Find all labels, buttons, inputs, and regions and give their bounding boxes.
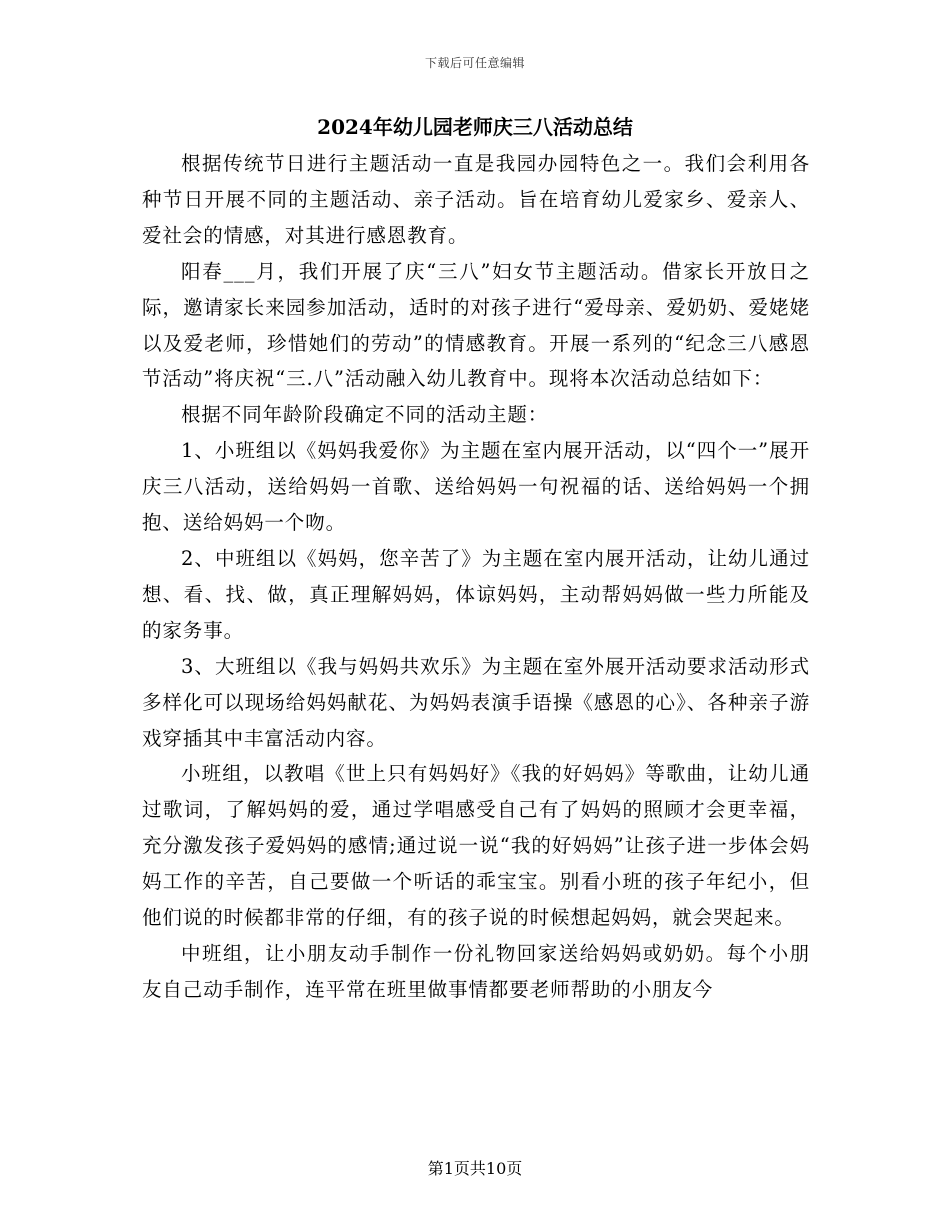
paragraph: 中班组，让小朋友动手制作一份礼物回家送给妈妈或奶奶。每个小朋友自己动手制作，连平常在班里做事情都要老师帮助的小朋友今 bbox=[142, 941, 810, 1001]
document-body bbox=[142, 146, 810, 1008]
paragraph: 小班组，以教唱《世上只有妈妈好》《我的好妈妈》等歌曲，让幼儿通过歌词，了解妈妈的爱，通过学唱感受自己有了妈妈的照顾才会更幸福，充分激发孩子爱妈妈的感情;通过说一说“我的好妈妈”让孩子进一步体会妈妈工作的辛苦，自己要做一个听话的乖宝宝。别看小班的孩子年纪小，但他们说的时候都非常的仔细，有的孩子说的时候想起妈妈，就会哭起来。 bbox=[142, 762, 810, 930]
paragraph: 1、小班组以《妈妈我爱你》为主题在室内展开活动，以“四个一”展开庆三八活动，送给妈妈一首歌、送给妈妈一句祝福的话、送给妈妈一个拥抱、送给妈妈一个吻。 bbox=[142, 439, 810, 535]
document-title: 2024年幼儿园老师庆三八活动总结 bbox=[317, 115, 633, 139]
paragraph: 根据传统节日进行主题活动一直是我园办园特色之一。我们会利用各种节日开展不同的主题活动、亲子活动。旨在培育幼儿爱家乡、爱亲人、爱社会的情感，对其进行感恩教育。 bbox=[142, 152, 810, 247]
paragraph: 3、大班组以《我与妈妈共欢乐》为主题在室外展开活动要求活动形式多样化可以现场给妈妈献花、为妈妈表演手语操《感恩的心》、各种亲子游戏穿插其中丰富活动内容。 bbox=[142, 654, 810, 750]
header-note: 下载后可任意编辑 bbox=[424, 56, 525, 70]
paragraph: 2、中班组以《妈妈，您辛苦了》为主题在室内展开活动，让幼儿通过想、看、找、做，真正理解妈妈，体谅妈妈，主动帮妈妈做一些力所能及的家务事。 bbox=[142, 546, 810, 642]
paragraph: 阳春___月，我们开展了庆“三八”妇女节主题活动。借家长开放日之际，邀请家长来园参加活动，适时的对孩子进行“爱母亲、爱奶奶、爱姥姥以及爱老师，珍惜她们的劳动”的情感教育。开展一系列的“纪念三八感恩节活动”将庆祝“三.八”活动融入幼儿教育中。现将本次活动总结如下： bbox=[142, 259, 810, 391]
page-number-footer: 第1页共10页 bbox=[427, 1159, 523, 1178]
paragraph: 根据不同年龄阶段确定不同的活动主题： bbox=[181, 403, 549, 427]
